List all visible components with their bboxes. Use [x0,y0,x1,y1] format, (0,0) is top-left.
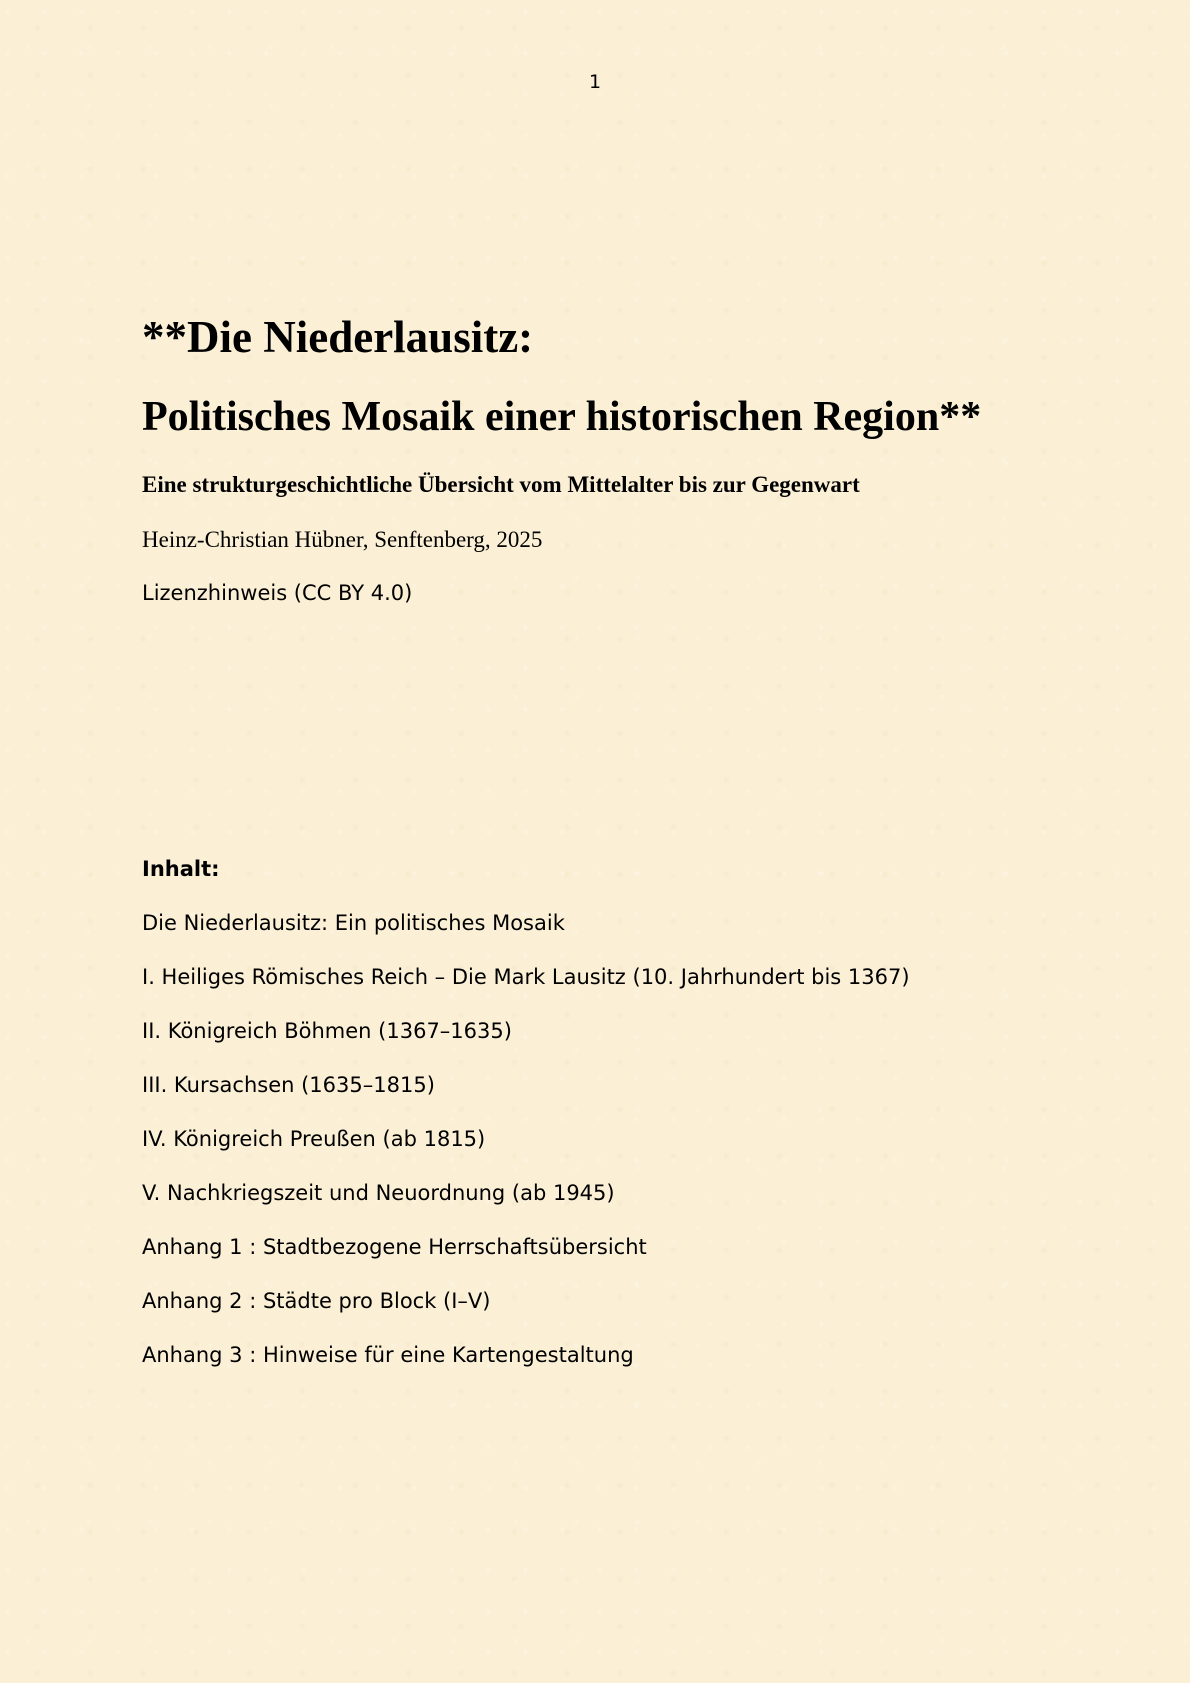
title-line-1: **Die Niederlausitz: [142,312,534,362]
toc-item: II. Königreich Böhmen (1367–1635) [142,1019,512,1043]
license-note: Lizenzhinweis (CC BY 4.0) [142,581,413,605]
title-line-2: Politisches Mosaik einer historischen Region** [142,394,982,440]
toc-item: III. Kursachsen (1635–1815) [142,1073,435,1097]
subtitle: Eine strukturgeschichtliche Übersicht vom Mittelalter bis zur Gegenwart [142,472,860,497]
toc-item: IV. Königreich Preußen (ab 1815) [142,1127,486,1151]
toc-item: V. Nachkriegszeit und Neuordnung (ab 1945) [142,1181,615,1205]
toc-item: Anhang 2 : Städte pro Block (I–V) [142,1289,491,1313]
toc-heading: Inhalt: [142,857,220,881]
toc-item: Anhang 3 : Hinweise für eine Kartengestaltung [142,1343,634,1367]
table-of-contents [142,910,910,1396]
toc-item: Die Niederlausitz: Ein politisches Mosaik [142,911,565,935]
toc-item: Anhang 1 : Stadtbezogene Herrschaftsübersicht [142,1235,647,1259]
page-number: 1 [588,71,602,93]
author-line: Heinz-Christian Hübner, Senftenberg, 2025 [142,527,543,552]
toc-item: I. Heiliges Römisches Reich – Die Mark Lausitz (10. Jahrhundert bis 1367) [142,965,910,989]
